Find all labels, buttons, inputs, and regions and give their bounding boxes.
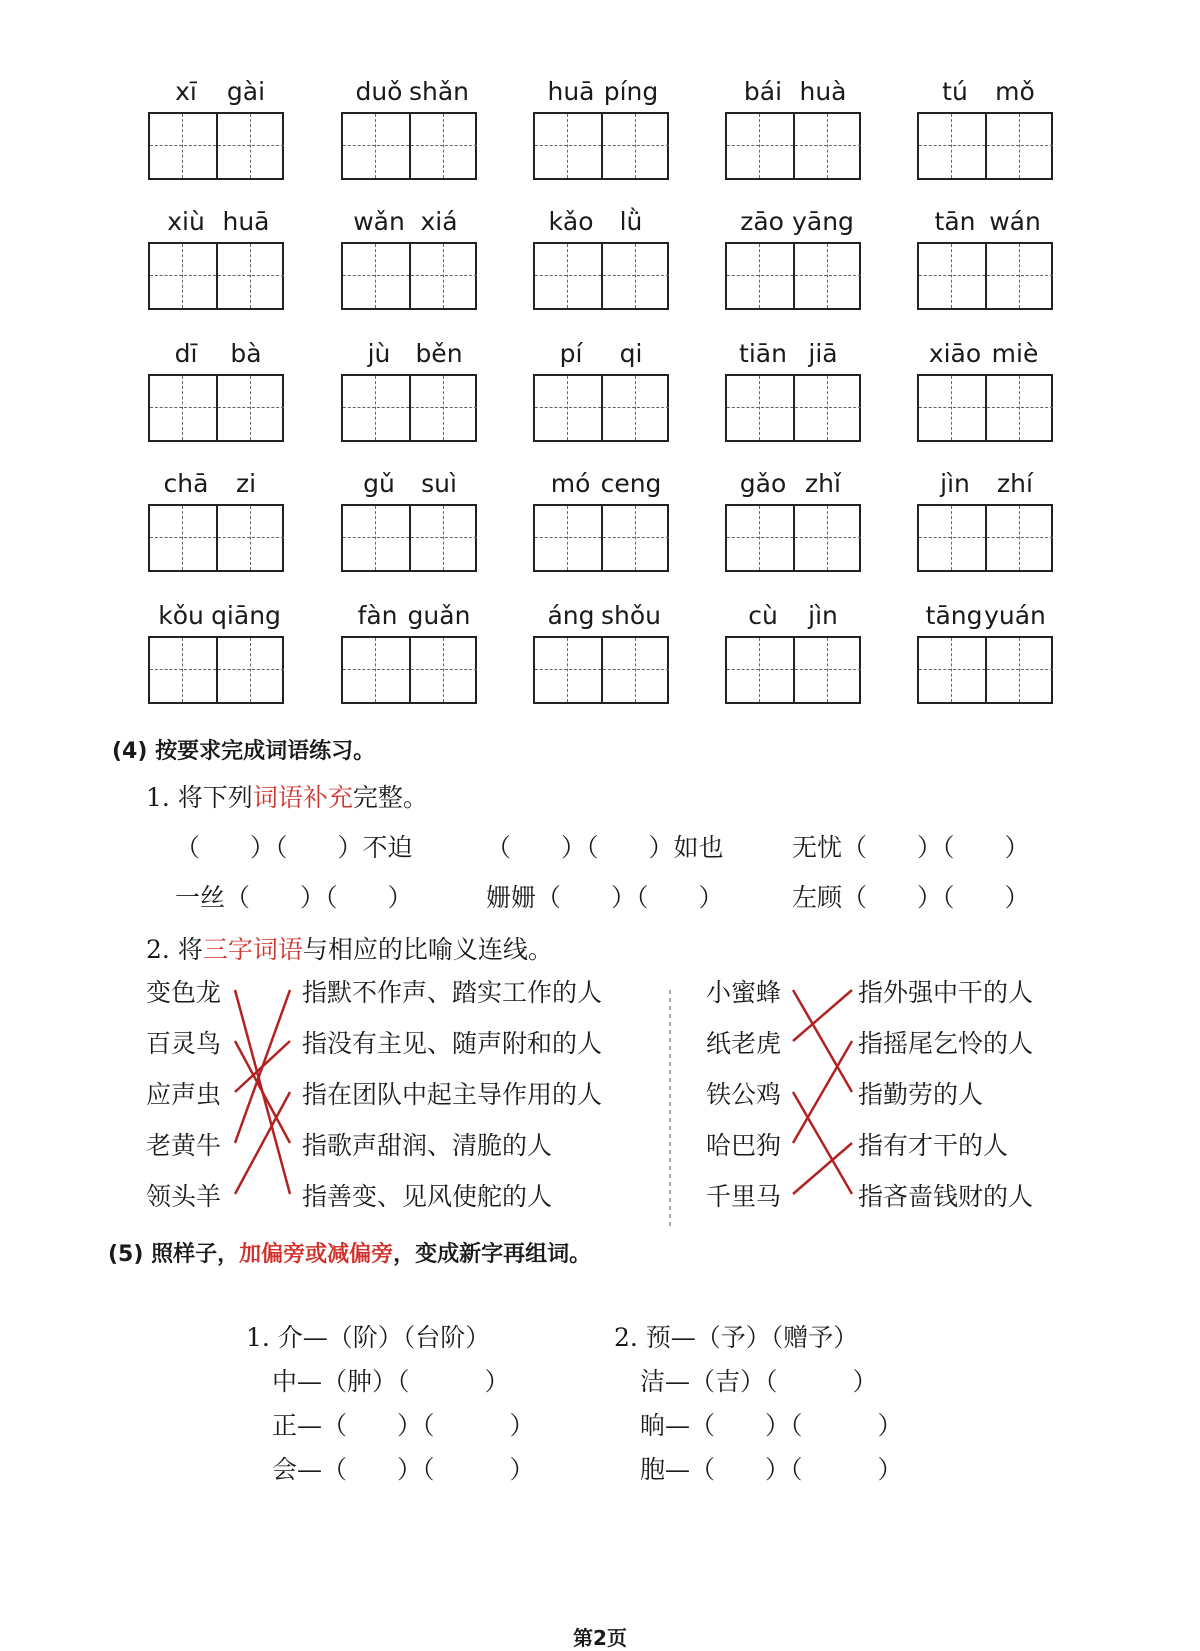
right-meaning[interactable]: 指吝啬钱财的人 [858, 1182, 1034, 1211]
section5-title-highlight: 加偏旁或减偏旁 [239, 1242, 394, 1267]
pinyin-syllable: wǎn [353, 206, 405, 236]
pinyin-syllable: shǎn [408, 76, 470, 106]
left-meaning[interactable]: 指在团队中起主导作用的人 [302, 1080, 603, 1109]
pinyin-syllable: jìn [808, 600, 838, 630]
left-word[interactable]: 应声虫 [146, 1080, 222, 1109]
pinyin-syllable: bà [230, 338, 262, 368]
right-match-line [793, 1041, 852, 1143]
right-meaning[interactable]: 指摇尾乞怜的人 [858, 1029, 1034, 1058]
right-match-line [793, 990, 852, 1041]
left-match-line [235, 990, 290, 1143]
fill-item-5[interactable]: 姗姗（ ）（ ） [486, 883, 724, 912]
pinyin-syllable: jiā [808, 338, 838, 368]
q2-prefix: 2. 将 [146, 935, 203, 964]
right-word[interactable]: 纸老虎 [706, 1029, 782, 1058]
pinyin-syllable: lǜ [619, 206, 643, 236]
right-word[interactable]: 铁公鸡 [706, 1080, 782, 1109]
pinyin-syllable: jìn [940, 468, 970, 498]
right-meaning[interactable]: 指外强中干的人 [858, 978, 1034, 1007]
left-meaning[interactable]: 指默不作声、踏实工作的人 [302, 978, 603, 1007]
right-word[interactable]: 小蜜蜂 [706, 978, 782, 1007]
section5-title [108, 1237, 591, 1268]
pinyin-syllable: duǒ [355, 76, 403, 106]
pinyin-syllable: mó [550, 468, 591, 498]
right-match-line [793, 1143, 852, 1194]
pinyin-syllable: miè [991, 338, 1039, 368]
pinyin-syllable: xiāo [928, 338, 982, 368]
left-match-line [235, 1041, 290, 1143]
radical-item-col1: 1. 介—（阶）（台阶） [246, 1323, 491, 1352]
left-word[interactable]: 老黄牛 [146, 1131, 222, 1160]
pinyin-syllable: tiān [739, 338, 787, 368]
fill-item-4[interactable]: 一丝（ ）（ ） [175, 883, 413, 912]
pinyin-syllable: suì [421, 468, 457, 498]
section5-title-suffix: ，变成新字再组词。 [393, 1242, 592, 1267]
left-word[interactable]: 百灵鸟 [146, 1029, 222, 1058]
fill-item-2[interactable]: （ ）（ ）如也 [486, 833, 724, 862]
radical-item-col2[interactable]: 晌—（ ）（ ） [640, 1411, 903, 1440]
pinyin-syllable: wán [989, 206, 1041, 236]
pinyin-syllable: guǎn [407, 600, 471, 630]
left-meaning[interactable]: 指善变、见风使舵的人 [302, 1182, 553, 1211]
pinyin-syllable: tān [934, 206, 976, 236]
radical-item-col1[interactable]: 中—（肿）（ ） [272, 1367, 510, 1396]
left-word[interactable]: 领头羊 [146, 1182, 222, 1211]
q1-suffix: 完整。 [352, 783, 428, 812]
pinyin-syllable: huā [222, 206, 270, 236]
radical-item-col2: 2. 预—（予）（赠予） [614, 1323, 859, 1352]
q1-prefix: 1. 将下列 [146, 783, 253, 812]
pinyin-syllable: píng [603, 76, 659, 106]
left-word[interactable]: 变色龙 [146, 978, 222, 1007]
pinyin-syllable: xiá [420, 206, 458, 236]
radical-item-col1[interactable]: 会—（ ）（ ） [272, 1455, 535, 1484]
pinyin-syllable: yuán [984, 600, 1046, 630]
q1-highlight: 词语补充 [252, 783, 353, 812]
right-word[interactable]: 千里马 [706, 1182, 782, 1211]
radical-item-col1[interactable]: 正—（ ）（ ） [272, 1411, 535, 1440]
left-meaning[interactable]: 指歌声甜润、清脆的人 [302, 1131, 553, 1160]
right-match-line [793, 990, 852, 1092]
pinyin-syllable: gài [226, 76, 266, 106]
radical-item-col2[interactable]: 胞—（ ）（ ） [640, 1455, 903, 1484]
pinyin-syllable: áng [547, 600, 595, 630]
pinyin-syllable: fàn [357, 600, 398, 630]
pinyin-syllable: huā [547, 76, 595, 106]
pinyin-syllable: qiāng [211, 600, 281, 630]
right-word[interactable]: 哈巴狗 [706, 1131, 782, 1160]
fill-item-3[interactable]: 无忧（ ）（ ） [792, 833, 1030, 862]
pinyin-syllable: shǒu [600, 600, 661, 630]
pinyin-syllable: huà [799, 76, 847, 106]
pinyin-syllable: mǒ [995, 76, 1035, 106]
pinyin-syllable: dī [174, 338, 198, 368]
fill-item-6[interactable]: 左顾（ ）（ ） [792, 883, 1030, 912]
pinyin-syllable: tāng [925, 600, 983, 630]
q2-suffix: 与相应的比喻义连线。 [302, 935, 553, 964]
radical-item-col2[interactable]: 洁—（吉）（ ） [640, 1367, 878, 1396]
pinyin-syllable: kǎo [548, 206, 594, 236]
pinyin-syllable: qi [619, 338, 643, 368]
pinyin-syllable: xī [175, 76, 197, 106]
pinyin-syllable: yāng [792, 206, 854, 236]
right-match-line [793, 1092, 852, 1194]
pinyin-syllable: kǒu [158, 600, 204, 630]
page-number: 第2页 [573, 1626, 627, 1650]
pinyin-syllable: gǎo [739, 468, 787, 498]
left-meaning[interactable]: 指没有主见、随声附和的人 [302, 1029, 603, 1058]
pinyin-syllable: běn [415, 338, 463, 368]
pinyin-syllable: zi [235, 468, 257, 498]
pinyin-syllable: tú [942, 76, 968, 106]
pinyin-syllable: zhí [997, 468, 1033, 498]
pinyin-syllable: zāo [740, 206, 784, 236]
left-match-line [235, 1092, 290, 1194]
pinyin-syllable: bái [743, 76, 783, 106]
section5-title-prefix: (5) 照样子， [108, 1242, 240, 1267]
pinyin-syllable: chā [163, 468, 209, 498]
pinyin-syllable: pí [559, 338, 583, 368]
pinyin-syllable: ceng [600, 468, 662, 498]
q2-highlight: 三字词语 [202, 935, 303, 964]
pinyin-syllable: gǔ [363, 468, 395, 498]
pinyin-syllable: xiù [167, 206, 205, 236]
pinyin-syllable: jù [367, 338, 391, 368]
section4-title: (4) 按要求完成词语练习。 [112, 739, 376, 764]
pinyin-syllable: cù [748, 600, 778, 630]
fill-item-1[interactable]: （ ）（ ）不迫 [175, 833, 413, 862]
pinyin-syllable: zhǐ [805, 468, 841, 498]
right-meaning[interactable]: 指勤劳的人 [858, 1080, 984, 1109]
right-meaning[interactable]: 指有才干的人 [858, 1131, 1009, 1160]
